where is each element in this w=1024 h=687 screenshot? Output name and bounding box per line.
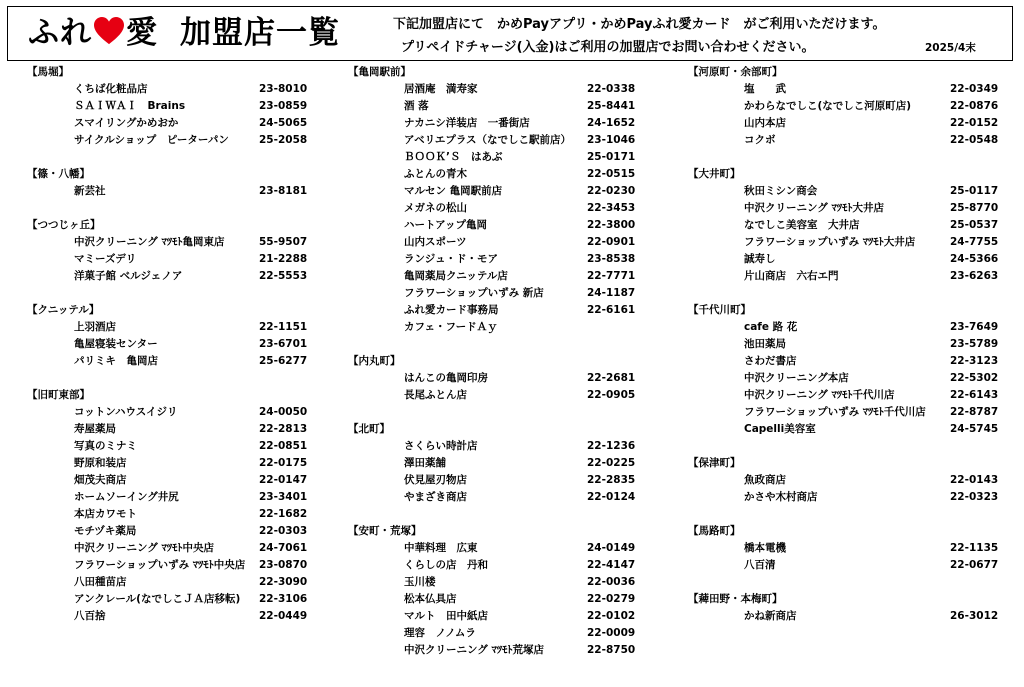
shop-phone: 22-0851 xyxy=(259,440,308,452)
spacer xyxy=(27,200,327,217)
shop-row xyxy=(27,404,327,421)
shop-phone: 25-8441 xyxy=(587,100,636,112)
shop-name: 長尾ふとん店 xyxy=(404,389,467,401)
shop-name: くちば化粧品店 xyxy=(74,83,148,95)
shop-row xyxy=(27,608,327,625)
shop-phone: 23-8538 xyxy=(587,253,636,265)
shop-name: コットンハウスイジリ xyxy=(74,406,178,418)
shop-phone: 23-6701 xyxy=(259,338,308,350)
spacer xyxy=(688,506,1008,523)
shop-name: ふとんの青木 xyxy=(404,168,467,180)
shop-name: 亀岡薬局クニッテル店 xyxy=(404,270,508,282)
shop-row xyxy=(348,472,648,489)
shop-row xyxy=(688,557,1008,574)
shop-name: かね新商店 xyxy=(744,610,797,622)
shop-name: 中沢クリーニング ﾏﾂﾓﾄ中央店 xyxy=(74,542,214,554)
shop-phone: 22-0147 xyxy=(259,474,308,486)
shop-column-1 xyxy=(27,64,327,625)
shop-name: 松本仏具店 xyxy=(404,593,457,605)
shop-name: 写真のミナミ xyxy=(74,440,137,452)
shop-row xyxy=(348,438,648,455)
shop-name: 片山商店 六右エ門 xyxy=(744,270,839,282)
shop-name: コクボ xyxy=(744,134,776,146)
shop-name: ＳＡＩＷＡＩ Brains xyxy=(74,100,186,112)
shop-row xyxy=(688,404,1008,421)
shop-name: ＢＯＯＫ’Ｓ はあぶ xyxy=(404,151,503,163)
shop-phone: 21-2288 xyxy=(259,253,308,265)
shop-phone: 22-3453 xyxy=(587,202,636,214)
shop-name: スマイリングかめおか xyxy=(74,117,179,129)
shop-name: フラワーショップいずみ ﾏﾂﾓﾄ中央店 xyxy=(74,559,246,571)
shop-phone: 22-3800 xyxy=(587,219,636,231)
shop-phone: 25-0537 xyxy=(950,219,999,231)
shop-row xyxy=(27,438,327,455)
shop-name: モチヅキ薬局 xyxy=(74,525,137,537)
shop-row xyxy=(348,251,648,268)
shop-row xyxy=(348,234,648,251)
heart-icon xyxy=(94,16,124,46)
shop-name: 中沢クリーニング ﾏﾂﾓﾄ千代川店 xyxy=(744,389,895,401)
area-heading: 【内丸町】 xyxy=(348,355,401,367)
spacer xyxy=(688,574,1008,591)
shop-name: 寿屋薬局 xyxy=(74,423,116,435)
shop-phone: 22-0009 xyxy=(587,627,636,639)
shop-phone: 22-0152 xyxy=(950,117,999,129)
shop-name: かさや木村商店 xyxy=(744,491,818,503)
spacer xyxy=(688,438,1008,455)
shop-phone: 23-8010 xyxy=(259,83,308,95)
notice-line-2: プリペイドチャージ(入金)はご利用の加盟店でお問い合わせください。 xyxy=(401,40,815,55)
shop-phone: 24-7061 xyxy=(259,542,308,554)
shop-phone: 22-7771 xyxy=(587,270,636,282)
shop-name: やまざき商店 xyxy=(404,491,467,503)
shop-name: cafe 路 花 xyxy=(744,321,798,333)
shop-row xyxy=(688,421,1008,438)
shop-phone: 22-0515 xyxy=(587,168,636,180)
shop-phone: 22-0303 xyxy=(259,525,308,537)
shop-row xyxy=(348,285,648,302)
shop-phone: 23-5789 xyxy=(950,338,999,350)
shop-phone: 23-0859 xyxy=(259,100,308,112)
shop-phone: 22-0548 xyxy=(950,134,999,146)
shop-name: 理容 ノノムラ xyxy=(404,627,476,639)
shop-name: 八田種苗店 xyxy=(74,576,127,588)
shop-row xyxy=(348,642,648,659)
shop-name: 中沢クリーニング ﾏﾂﾓﾄ荒塚店 xyxy=(404,644,544,656)
shop-phone: 22-1135 xyxy=(950,542,999,554)
shop-phone: 24-5065 xyxy=(259,117,308,129)
spacer xyxy=(348,336,648,353)
shop-name: 橋本電機 xyxy=(744,542,786,554)
shop-name: さくらい時計店 xyxy=(404,440,478,452)
shop-row xyxy=(688,387,1008,404)
shop-phone: 25-6277 xyxy=(259,355,308,367)
shop-phone: 22-6161 xyxy=(587,304,636,316)
shop-row xyxy=(688,200,1008,217)
shop-row xyxy=(27,81,327,98)
shop-phone: 22-5302 xyxy=(950,372,999,384)
shop-row xyxy=(688,353,1008,370)
shop-row xyxy=(348,591,648,608)
shop-row xyxy=(348,149,648,166)
shop-row xyxy=(348,625,648,642)
shop-name: 中華料理 広東 xyxy=(404,542,478,554)
area-heading: 【河原町・余部町】 xyxy=(688,66,783,78)
area-heading: 【馬堀】 xyxy=(27,66,69,78)
shop-phone: 23-7649 xyxy=(950,321,999,333)
shop-name: メガネの松山 xyxy=(404,202,467,214)
shop-name: 中沢クリーニング ﾏﾂﾓﾄ大井店 xyxy=(744,202,884,214)
shop-phone: 22-0349 xyxy=(950,83,999,95)
shop-row xyxy=(688,217,1008,234)
shop-row xyxy=(348,608,648,625)
shop-name: パリミキ 亀岡店 xyxy=(74,355,158,367)
shop-phone: 23-0870 xyxy=(259,559,308,571)
shop-name: 塩 武 xyxy=(744,83,786,95)
shop-phone: 24-7755 xyxy=(950,236,999,248)
shop-row xyxy=(27,523,327,540)
shop-row xyxy=(688,370,1008,387)
shop-name: 本店カワモト xyxy=(74,508,137,520)
shop-row xyxy=(27,506,327,523)
shop-phone: 22-4147 xyxy=(587,559,636,571)
area-heading: 【北町】 xyxy=(348,423,390,435)
shop-phone: 22-2813 xyxy=(259,423,308,435)
shop-name: マルト 田中紙店 xyxy=(404,610,488,622)
shop-phone: 23-8181 xyxy=(259,185,308,197)
shop-row xyxy=(348,183,648,200)
shop-name: 野原和装店 xyxy=(74,457,127,469)
shop-row xyxy=(27,421,327,438)
shop-row xyxy=(688,81,1008,98)
shop-phone: 22-0225 xyxy=(587,457,636,469)
area-heading: 【つつじヶ丘】 xyxy=(27,219,101,231)
shop-phone: 26-3012 xyxy=(950,610,999,622)
shop-row xyxy=(688,540,1008,557)
shop-phone: 22-0323 xyxy=(950,491,999,503)
shop-name: 畑茂夫商店 xyxy=(74,474,127,486)
shop-row xyxy=(348,268,648,285)
shop-phone: 22-2681 xyxy=(587,372,636,384)
shop-row xyxy=(688,268,1008,285)
shop-phone: 24-0149 xyxy=(587,542,636,554)
shop-row xyxy=(688,489,1008,506)
shop-name: 八百清 xyxy=(744,559,776,571)
shop-row xyxy=(348,132,648,149)
shop-phone: 22-3123 xyxy=(950,355,999,367)
spacer xyxy=(27,149,327,166)
shop-name: 酒 落 xyxy=(404,100,429,112)
shop-name: フラワーショップいずみ 新店 xyxy=(404,287,544,299)
shop-row xyxy=(27,234,327,251)
shop-phone: 22-8750 xyxy=(587,644,636,656)
shop-name: アンクレール(なでしこＪＡ店移転) xyxy=(74,593,241,605)
shop-name: 洋菓子館 ベルジェノア xyxy=(74,270,183,282)
shop-name: マルセン 亀岡駅前店 xyxy=(404,185,503,197)
shop-row xyxy=(348,489,648,506)
shop-row xyxy=(348,387,648,404)
area-heading: 【旧町東部】 xyxy=(27,389,90,401)
shop-row xyxy=(348,115,648,132)
area-heading: 【大井町】 xyxy=(688,168,741,180)
shop-phone: 22-0876 xyxy=(950,100,999,112)
shop-phone: 23-3401 xyxy=(259,491,308,503)
shop-name: 魚政商店 xyxy=(744,474,786,486)
shop-phone: 25-0171 xyxy=(587,151,636,163)
shop-name: 池田薬局 xyxy=(744,338,786,350)
shop-name: フラワーショップいずみ ﾏﾂﾓﾄ大井店 xyxy=(744,236,916,248)
shop-row xyxy=(348,302,648,319)
shop-phone: 22-5553 xyxy=(259,270,308,282)
shop-row xyxy=(27,183,327,200)
area-heading: 【篠・八幡】 xyxy=(27,168,90,180)
shop-name: 八百捨 xyxy=(74,610,106,622)
notice-line-1: 下記加盟店にて かめPayアプリ・かめPayふれ愛カード がご利用いただけます。 xyxy=(393,17,886,32)
shop-name: 山内本店 xyxy=(744,117,786,129)
title-right: 愛 xyxy=(126,15,158,51)
shop-phone: 25-8770 xyxy=(950,202,999,214)
shop-phone: 24-5745 xyxy=(950,423,999,435)
shop-phone: 22-3090 xyxy=(259,576,308,588)
spacer xyxy=(688,285,1008,302)
shop-row xyxy=(688,98,1008,115)
shop-row xyxy=(688,608,1008,625)
shop-name: サイクルショップ ピーターパン xyxy=(74,134,229,146)
shop-name: なでしこ美容室 大井店 xyxy=(744,219,860,231)
shop-row xyxy=(27,540,327,557)
shop-row xyxy=(27,268,327,285)
shop-name: 誠寿し xyxy=(744,253,776,265)
title-left: ふれ xyxy=(28,15,92,51)
area-heading: 【クニッテル】 xyxy=(27,304,100,316)
shop-row xyxy=(688,472,1008,489)
shop-name: 玉川楼 xyxy=(404,576,436,588)
shop-row xyxy=(348,557,648,574)
shop-phone: 22-2835 xyxy=(587,474,636,486)
date-label: 2025/4末 xyxy=(925,42,976,54)
shop-phone: 22-8787 xyxy=(950,406,999,418)
shop-name: ランジュ・ド・モア xyxy=(404,253,499,265)
shop-phone: 55-9507 xyxy=(259,236,308,248)
shop-name: 居酒庵 満寿家 xyxy=(404,83,478,95)
shop-phone: 24-1652 xyxy=(587,117,636,129)
shop-phone: 22-1151 xyxy=(259,321,308,333)
shop-row xyxy=(27,557,327,574)
shop-name: フラワーショップいずみ ﾏﾂﾓﾄ千代川店 xyxy=(744,406,926,418)
shop-name: ふれ愛カード事務局 xyxy=(404,304,499,316)
shop-name: マミーズデリ xyxy=(74,253,137,265)
shop-name: 澤田薬舗 xyxy=(404,457,446,469)
shop-phone: 22-0901 xyxy=(587,236,636,248)
shop-phone: 22-6143 xyxy=(950,389,999,401)
shop-phone: 22-0036 xyxy=(587,576,636,588)
shop-row xyxy=(27,591,327,608)
shop-phone: 22-1236 xyxy=(587,440,636,452)
shop-row xyxy=(27,98,327,115)
shop-name: Capelli美容室 xyxy=(744,423,816,435)
shop-phone: 22-0279 xyxy=(587,593,636,605)
shop-row xyxy=(348,370,648,387)
shop-name: かわらなでしこ(なでしこ河原町店) xyxy=(744,100,912,112)
shop-phone: 22-0102 xyxy=(587,610,636,622)
shop-row xyxy=(348,200,648,217)
shop-phone: 22-0677 xyxy=(950,559,999,571)
area-heading: 【保津町】 xyxy=(688,457,741,469)
page-title xyxy=(28,13,340,53)
area-heading: 【千代川町】 xyxy=(688,304,751,316)
shop-name: 新芸社 xyxy=(74,185,106,197)
shop-phone: 22-3106 xyxy=(259,593,308,605)
shop-row xyxy=(27,319,327,336)
shop-phone: 22-1682 xyxy=(259,508,308,520)
shop-column-3 xyxy=(688,64,1008,625)
header-box xyxy=(7,6,1013,61)
shop-row xyxy=(688,132,1008,149)
shop-row xyxy=(348,81,648,98)
shop-row xyxy=(27,489,327,506)
shop-name: 中沢クリーニング本店 xyxy=(744,372,849,384)
shop-name: ハートアップ亀岡 xyxy=(404,219,487,231)
shop-row xyxy=(27,574,327,591)
shop-row xyxy=(348,574,648,591)
shop-row xyxy=(27,115,327,132)
shop-name: ホームソーイング井尻 xyxy=(74,491,179,503)
shop-name: 山内スポーツ xyxy=(404,236,467,248)
spacer xyxy=(27,370,327,387)
spacer xyxy=(348,404,648,421)
shop-row xyxy=(688,319,1008,336)
shop-name: はんこの亀岡印房 xyxy=(404,372,488,384)
shop-row xyxy=(688,115,1008,132)
shop-phone: 22-0338 xyxy=(587,83,636,95)
shop-phone: 25-0117 xyxy=(950,185,999,197)
shop-row xyxy=(27,353,327,370)
area-heading: 【安町・荒塚】 xyxy=(348,525,422,537)
shop-phone: 23-1046 xyxy=(587,134,636,146)
shop-name: さわだ書店 xyxy=(744,355,797,367)
shop-phone: 22-0230 xyxy=(587,185,636,197)
shop-name: 亀屋寝装センター xyxy=(74,338,158,350)
shop-row xyxy=(27,472,327,489)
shop-row xyxy=(348,455,648,472)
shop-phone: 25-2058 xyxy=(259,134,308,146)
shop-phone: 24-1187 xyxy=(587,287,636,299)
shop-phone: 22-0124 xyxy=(587,491,636,503)
shop-row xyxy=(688,251,1008,268)
shop-phone: 24-5366 xyxy=(950,253,999,265)
shop-row xyxy=(348,319,648,336)
shop-name: 上羽酒店 xyxy=(74,321,116,333)
shop-row xyxy=(27,336,327,353)
shop-row xyxy=(348,98,648,115)
shop-row xyxy=(688,336,1008,353)
shop-row xyxy=(688,183,1008,200)
shop-name: くらしの店 丹和 xyxy=(404,559,488,571)
shop-row xyxy=(27,455,327,472)
shop-phone: 22-0905 xyxy=(587,389,636,401)
shop-row xyxy=(688,234,1008,251)
area-heading: 【亀岡駅前】 xyxy=(348,66,411,78)
shop-phone: 23-6263 xyxy=(950,270,999,282)
shop-row xyxy=(348,166,648,183)
spacer xyxy=(348,506,648,523)
shop-row xyxy=(348,217,648,234)
shop-phone: 22-0449 xyxy=(259,610,308,622)
shop-name: 伏見屋刃物店 xyxy=(404,474,467,486)
area-heading: 【薭田野・本梅町】 xyxy=(688,593,783,605)
shop-name: アベリエプラス（なでしこ駅前店） xyxy=(404,134,572,146)
shop-column-2 xyxy=(348,64,648,659)
shop-name: カフェ・フードＡｙ xyxy=(404,321,498,333)
shop-phone: 22-0175 xyxy=(259,457,308,469)
shop-phone: 22-0143 xyxy=(950,474,999,486)
shop-name: 秋田ミシン商会 xyxy=(744,185,818,197)
shop-name: 中沢クリーニング ﾏﾂﾓﾄ亀岡東店 xyxy=(74,236,225,248)
title-main: 加盟店一覧 xyxy=(180,15,340,51)
shop-row xyxy=(348,540,648,557)
shop-name: ナカニシ洋装店 一番街店 xyxy=(404,117,530,129)
spacer xyxy=(27,285,327,302)
shop-row xyxy=(27,132,327,149)
shop-phone: 24-0050 xyxy=(259,406,308,418)
spacer xyxy=(688,149,1008,166)
area-heading: 【馬路町】 xyxy=(688,525,741,537)
shop-row xyxy=(27,251,327,268)
